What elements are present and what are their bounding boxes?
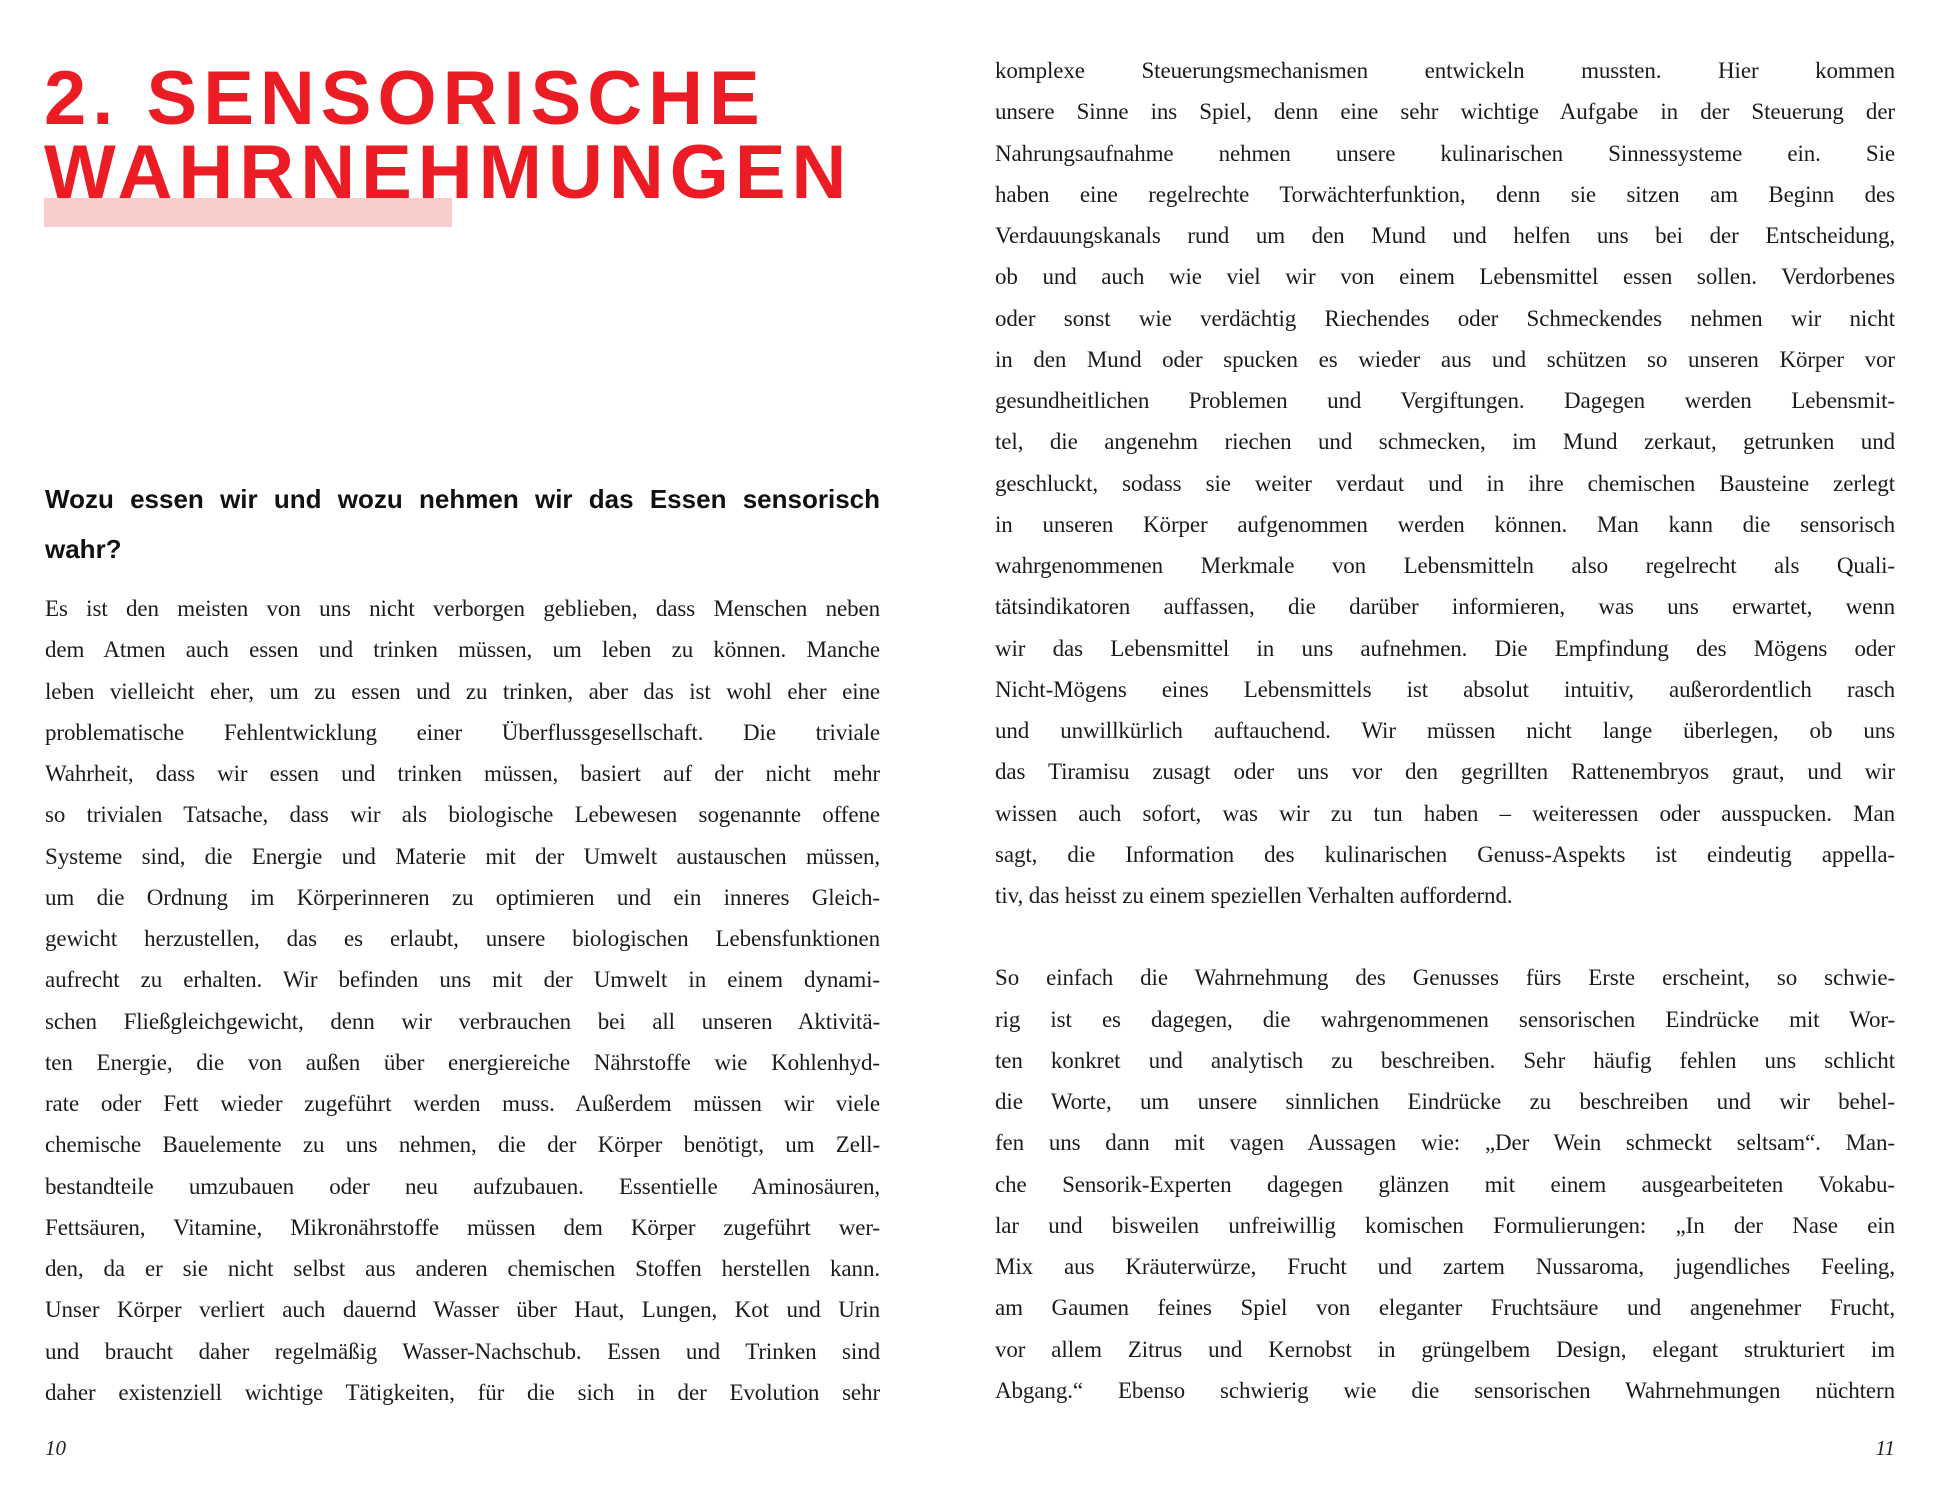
page-number-left: 10 [45, 1436, 66, 1460]
text-line: in unseren Körper aufgenommen werden können. Man kann die sensorisch [995, 511, 1895, 537]
text-line: den, da er sie nicht selbst aus anderen chemischen Stoffen herstellen kann. [45, 1256, 880, 1281]
text-line: so trivialen Tatsache, dass wir als biologische Lebewesen sogenannte offene [45, 802, 880, 828]
chapter-title-line-2: WAHRNEHMUNGEN [44, 130, 853, 215]
text-line: Wahrheit, dass wir essen und trinken müssen, basiert auf der nicht mehr [45, 761, 880, 786]
text-line: Es ist den meisten von uns nicht verborgen geblieben, dass Menschen neben [45, 596, 880, 621]
text-line: bestandteile umzubauen oder neu aufzubauen. Essentielle Aminosäuren, [45, 1173, 880, 1199]
chapter-title-line-1: 2. SENSORISCHE [44, 56, 766, 141]
text-line: haben eine regelrechte Torwächterfunktion, denn sie sitzen am Beginn des [995, 181, 1895, 207]
text-line: tätsindikatoren auffassen, die darüber informieren, was uns erwartet, wenn [995, 594, 1895, 620]
text-line: rig ist es dagegen, die wahrgenommenen sensorischen Eindrücke mit Wor- [995, 1006, 1895, 1032]
text-line: um die Ordnung im Körperinneren zu optimieren und ein inneres Gleich- [45, 884, 880, 910]
left-page-body [45, 588, 880, 1413]
text-line: che Sensorik-Experten dagegen glänzen mit einem ausgearbeiteten Vokabu- [995, 1171, 1895, 1197]
subheading-line-2: wahr? [45, 534, 122, 564]
text-line: die Worte, um unsere sinnlichen Eindrücke zu beschreiben und wir behel- [995, 1089, 1895, 1114]
text-line: komplexe Steuerungsmechanismen entwickeln mussten. Hier kommen [995, 58, 1895, 83]
text-line: geschluckt, sodass sie weiter verdaut und in ihre chemischen Bausteine zerlegt [995, 470, 1895, 496]
text-line: tiv, das heisst zu einem speziellen Verhalten auffordernd. [995, 883, 1513, 908]
text-line: aufrecht zu erhalten. Wir befinden uns mit der Umwelt in einem dynami- [45, 967, 880, 993]
text-line: tel, die angenehm riechen und schmecken, im Mund zerkaut, getrunken und [995, 429, 1895, 455]
text-line: das Tiramisu zusagt oder uns vor den gegrillten Rattenembryos graut, und wir [995, 759, 1895, 785]
text-line: ob und auch wie viel wir von einem Lebensmittel essen sollen. Verdorbenes [995, 264, 1895, 290]
text-line: Systeme sind, die Energie und Materie mit der Umwelt austauschen müssen, [45, 843, 880, 869]
text-line: gewicht herzustellen, das es erlaubt, unsere biologischen Lebensfunktionen [45, 926, 880, 951]
text-line: lar und bisweilen unfreiwillig komischen Formulierungen: „In der Nase ein [995, 1212, 1895, 1238]
chapter-title [44, 56, 904, 215]
text-line: sagt, die Information des kulinarischen Genuss-Aspekts ist eindeutig appella- [995, 841, 1895, 867]
subheading-line-1: Wozu essen wir und wozu nehmen wir das Essen sensorisch [45, 484, 880, 514]
text-line: ten konkret und analytisch zu beschreiben. Sehr häufig fehlen uns schlicht [995, 1047, 1895, 1073]
text-line: am Gaumen feines Spiel von eleganter Fruchtsäure und angenehmer Frucht, [995, 1295, 1895, 1321]
body-paragraph [45, 588, 880, 1413]
body-paragraph [995, 50, 1895, 916]
text-line: oder sonst wie verdächtig Riechendes oder Schmeckendes nehmen wir nicht [995, 305, 1895, 331]
text-line: Nicht-Mögens eines Lebensmittels ist absolut intuitiv, außerordentlich rasch [995, 676, 1895, 702]
paragraph-gap [995, 916, 1895, 957]
text-line: schen Fließgleichgewicht, denn wir verbrauchen bei all unseren Aktivitä- [45, 1008, 880, 1034]
text-line: So einfach die Wahrnehmung des Genusses fürs Erste erscheint, so schwie- [995, 965, 1895, 991]
text-line: wissen auch sofort, was wir zu tun haben – weiteressen oder ausspucken. Man [995, 800, 1895, 826]
text-line: vor allem Zitrus und Kernobst in grüngelbem Design, elegant strukturiert im [995, 1336, 1895, 1362]
text-line: Unser Körper verliert auch dauernd Wasser über Haut, Lungen, Kot und Urin [45, 1297, 880, 1323]
text-line: Nahrungsaufnahme nehmen unsere kulinarischen Sinnessysteme ein. Sie [995, 140, 1895, 166]
text-line: fen uns dann mit vagen Aussagen wie: „Der Wein schmeckt seltsam“. Man- [995, 1130, 1895, 1156]
text-line: Fettsäuren, Vitamine, Mikronährstoffe müssen dem Körper zugeführt wer- [45, 1214, 880, 1240]
text-line: Abgang.“ Ebenso schwierig wie die sensorischen Wahrnehmungen nüchtern [995, 1377, 1895, 1403]
text-line: unsere Sinne ins Spiel, denn eine sehr wichtige Aufgabe in der Steuerung der [995, 99, 1895, 125]
text-line: wahrgenommenen Merkmale von Lebensmitteln also regelrecht als Quali- [995, 553, 1895, 578]
text-line: gesundheitlichen Problemen und Vergiftungen. Dagegen werden Lebensmit- [995, 388, 1895, 413]
right-page-body [995, 50, 1895, 1411]
text-line: chemische Bauelemente zu uns nehmen, die der Körper benötigt, um Zell- [45, 1132, 880, 1158]
text-line: leben vielleicht eher, um zu essen und zu trinken, aber das ist wohl eher eine [45, 678, 880, 704]
page-number-right: 11 [1875, 1436, 1895, 1460]
text-line: ten Energie, die von außen über energiereiche Nährstoffe wie Kohlenhyd- [45, 1049, 880, 1075]
text-line: in den Mund oder spucken es wieder aus und schützen so unseren Körper vor [995, 346, 1895, 372]
text-line: daher existenziell wichtige Tätigkeiten, für die sich in der Evolution sehr [45, 1379, 880, 1405]
text-line: dem Atmen auch essen und trinken müssen, um leben zu können. Manche [45, 637, 880, 663]
text-line: und braucht daher regelmäßig Wasser-Nachschub. Essen und Trinken sind [45, 1338, 880, 1364]
text-line: problematische Fehlentwicklung einer Überflussgesellschaft. Die triviale [45, 719, 880, 745]
text-line: Verdauungskanals rund um den Mund und helfen uns bei der Entscheidung, [995, 223, 1895, 248]
section-subheading [45, 474, 880, 574]
text-line: rate oder Fett wieder zugeführt werden muss. Außerdem müssen wir viele [45, 1091, 880, 1116]
text-line: Mix aus Kräuterwürze, Frucht und zartem Nussaroma, jugendliches Feeling, [995, 1254, 1895, 1279]
body-paragraph [995, 957, 1895, 1411]
text-line: und unwillkürlich auftauchend. Wir müssen nicht lange überlegen, ob uns [995, 718, 1895, 743]
text-line: wir das Lebensmittel in uns aufnehmen. Die Empfindung des Mögens oder [995, 635, 1895, 661]
